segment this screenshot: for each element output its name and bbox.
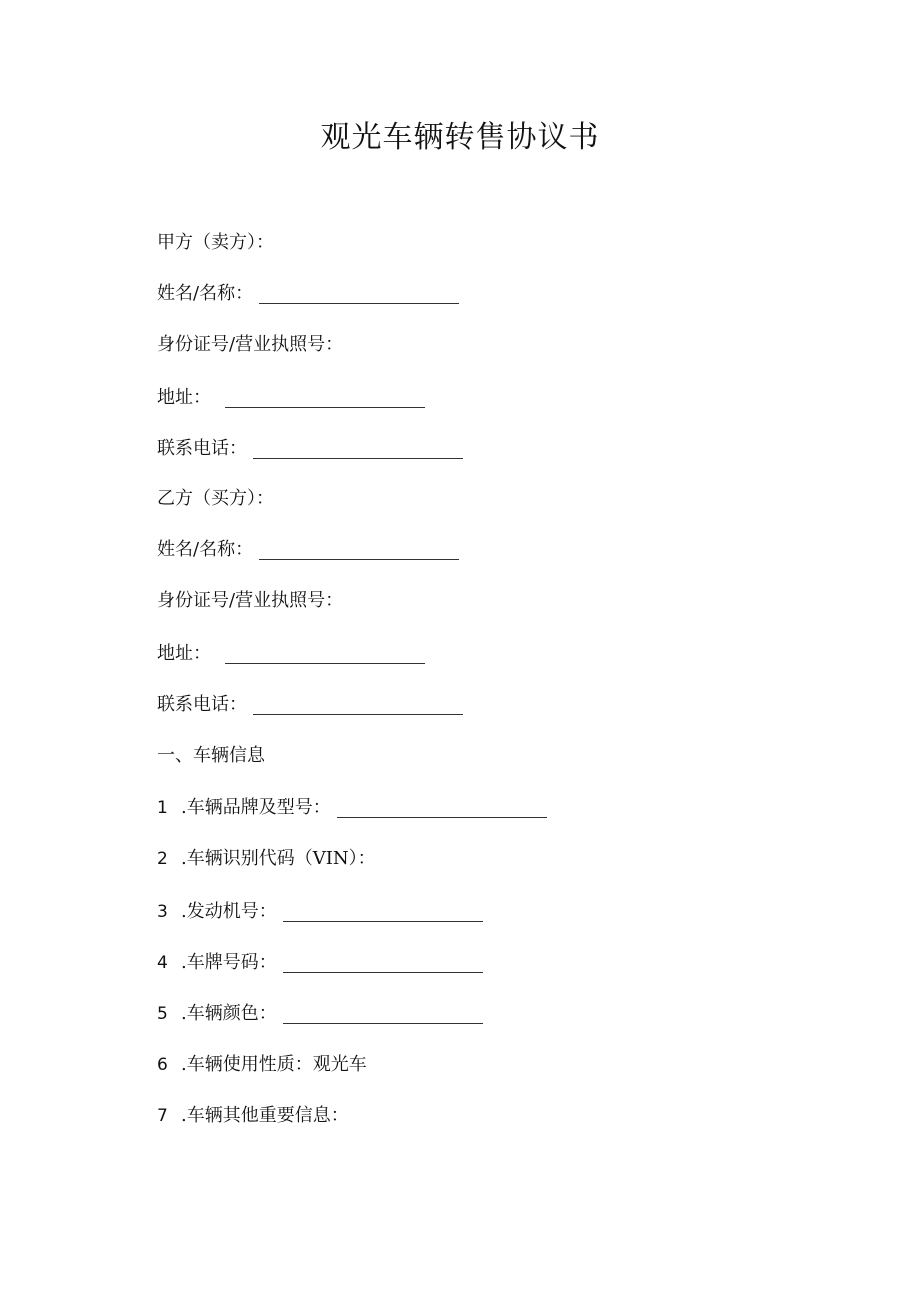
engine-number-blank[interactable]: [283, 920, 483, 922]
party-a-phone-blank[interactable]: [253, 457, 463, 459]
vehicle-item: [157, 846, 376, 872]
party-b-address-blank[interactable]: [225, 662, 425, 664]
party-b-name-line: [157, 537, 459, 563]
section1-heading: [157, 743, 265, 769]
plate-number-blank[interactable]: [283, 971, 483, 973]
vehicle-item: [157, 950, 483, 976]
party-b-heading-text: 乙方（买方）：: [157, 488, 274, 509]
vehicle-item-number: 3: [157, 902, 168, 922]
party-a-id-label: 身份证号/营业执照号：: [157, 334, 344, 355]
party-a-address-line: [157, 385, 425, 411]
party-b-phone-label: 联系电话：: [157, 694, 247, 715]
party-b-name-blank[interactable]: [259, 558, 459, 560]
vehicle-item-number: 7: [157, 1106, 168, 1126]
vehicle-item-label: .车辆其他重要信息：: [181, 1105, 349, 1126]
party-b-id-line: [157, 588, 343, 614]
vehicle-item-label: .车辆颜色：: [181, 1003, 277, 1024]
vehicle-item: [157, 899, 483, 925]
vehicle-color-blank[interactable]: [283, 1022, 483, 1024]
vehicle-item: [157, 1001, 483, 1027]
party-b-heading: [157, 486, 274, 512]
party-a-address-label: 地址：: [157, 387, 211, 408]
section1-heading-text: 一、车辆信息: [157, 745, 265, 766]
party-a-name-label: 姓名/名称：: [157, 283, 254, 304]
vehicle-item: [157, 1052, 367, 1078]
vehicle-item-label: .发动机号：: [181, 901, 277, 922]
party-a-name-blank[interactable]: [259, 302, 459, 304]
party-b-address-label: 地址：: [157, 643, 211, 664]
document-title: 观光车辆转售协议书: [320, 120, 600, 155]
vehicle-item-label: .车辆使用性质：观光车: [181, 1054, 367, 1075]
party-a-address-blank[interactable]: [225, 406, 425, 408]
party-a-name-line: [157, 281, 459, 307]
vehicle-item-number: 6: [157, 1055, 168, 1075]
party-a-phone-label: 联系电话：: [157, 438, 247, 459]
party-a-id-line: [157, 332, 343, 358]
party-b-id-label: 身份证号/营业执照号：: [157, 590, 344, 611]
vehicle-item: [157, 795, 547, 821]
vehicle-item-label: .车辆识别代码（VIN）：: [181, 848, 376, 869]
party-b-name-label: 姓名/名称：: [157, 539, 254, 560]
party-a-heading-text: 甲方（卖方）：: [157, 232, 274, 253]
vehicle-item-number: 5: [157, 1004, 168, 1024]
party-a-heading: [157, 230, 274, 256]
vehicle-item: [157, 1103, 349, 1129]
vehicle-item-label: .车牌号码：: [181, 952, 277, 973]
vehicle-brand-blank[interactable]: [337, 816, 547, 818]
vehicle-item-number: 4: [157, 953, 168, 973]
party-a-phone-line: [157, 436, 463, 462]
party-b-phone-line: [157, 692, 463, 718]
vehicle-item-number: 2: [157, 849, 168, 869]
party-b-phone-blank[interactable]: [253, 713, 463, 715]
party-b-address-line: [157, 641, 425, 667]
vehicle-item-label: .车辆品牌及型号：: [181, 797, 331, 818]
vehicle-item-number: 1: [157, 798, 168, 818]
